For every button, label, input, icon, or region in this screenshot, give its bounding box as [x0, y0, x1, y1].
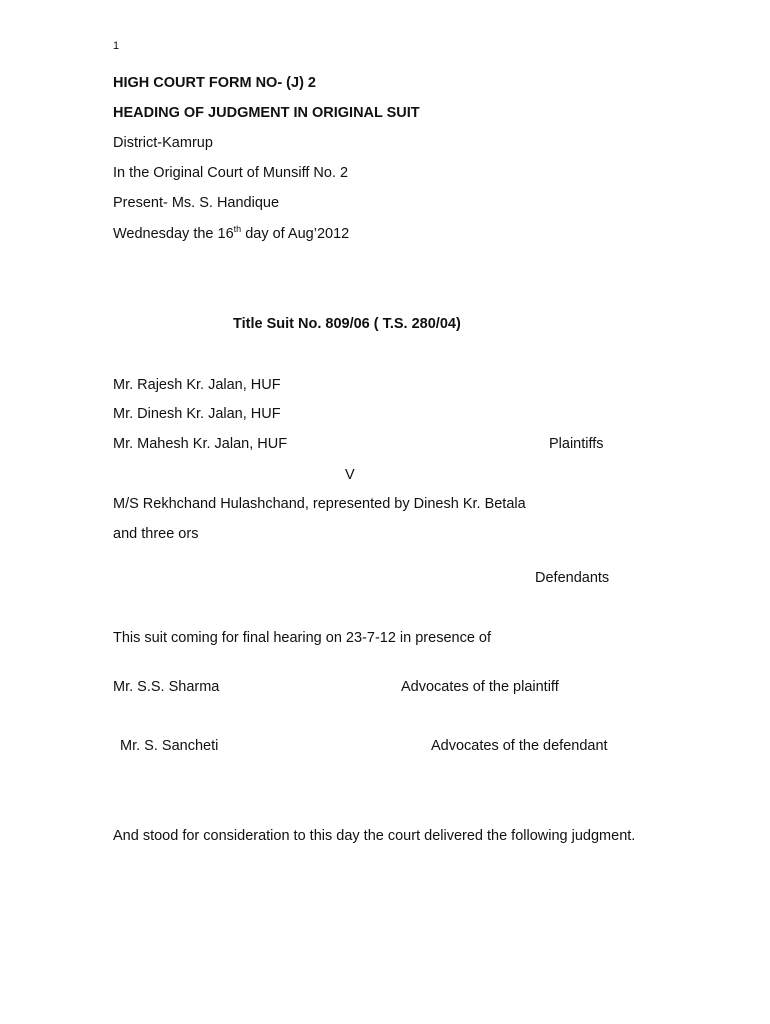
- hearing-line: This suit coming for final hearing on 23-7-12 in presence of: [113, 630, 492, 646]
- advocate-plaintiff-role: Advocates of the plaintiff: [401, 679, 559, 695]
- page-number: 1: [113, 40, 120, 52]
- plaintiff-3: Mr. Mahesh Kr. Jalan, HUF: [113, 436, 288, 452]
- form-title: HIGH COURT FORM NO- (J) 2: [113, 75, 316, 91]
- advocate-defendant-name: Mr. S. Sancheti: [120, 738, 219, 754]
- closing-paragraph: And stood for consideration to this day the court delivered the following judgment.: [113, 828, 636, 844]
- present-line: Present- Ms. S. Handique: [113, 195, 280, 211]
- defendants-label: Defendants: [535, 570, 610, 586]
- plaintiffs-label: Plaintiffs: [549, 436, 604, 452]
- date-prefix: Wednesday the 16: [113, 226, 234, 242]
- date-rest: day of Aug’2012: [241, 226, 350, 242]
- versus-marker: V: [345, 467, 355, 483]
- date-ordinal-suffix: th: [233, 224, 242, 235]
- advocate-plaintiff-name: Mr. S.S. Sharma: [113, 679, 220, 695]
- district-line: District-Kamrup: [113, 135, 213, 151]
- advocate-defendant-role: Advocates of the defendant: [431, 738, 608, 754]
- court-line: In the Original Court of Munsiff No. 2: [113, 165, 349, 181]
- suit-title: Title Suit No. 809/06 ( T.S. 280/04): [233, 316, 461, 332]
- defendant-line-1: M/S Rekhchand Hulashchand, represented by Dinesh Kr. Betala: [113, 496, 526, 512]
- plaintiff-2: Mr. Dinesh Kr. Jalan, HUF: [113, 406, 281, 422]
- date-line: [113, 225, 349, 243]
- plaintiff-1: Mr. Rajesh Kr. Jalan, HUF: [113, 377, 281, 393]
- defendant-line-2: and three ors: [113, 526, 199, 542]
- judgment-heading: HEADING OF JUDGMENT IN ORIGINAL SUIT: [113, 105, 420, 121]
